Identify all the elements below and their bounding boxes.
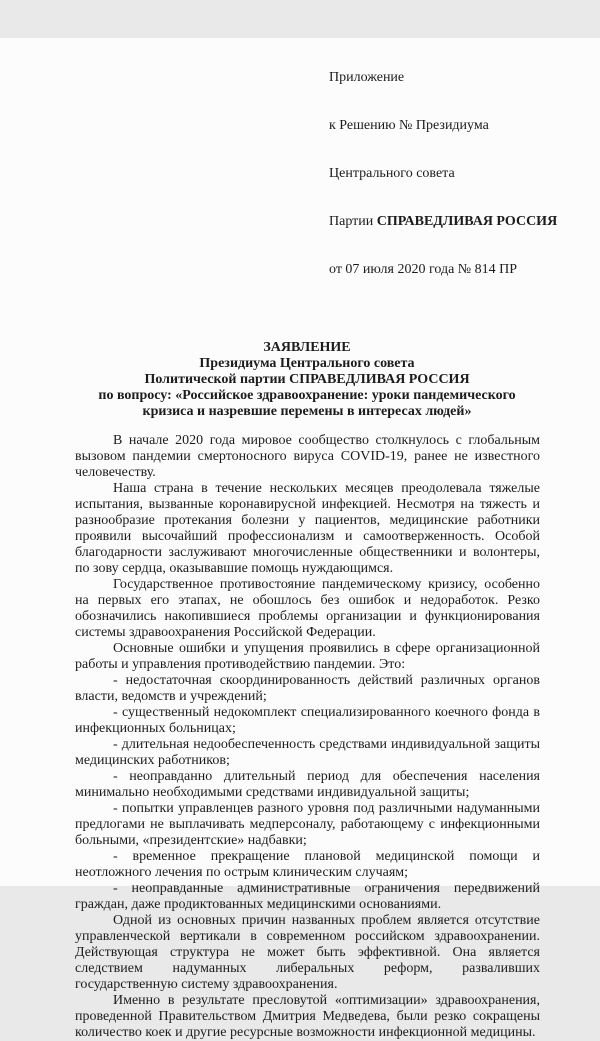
- document-body: [75, 433, 540, 1041]
- body-paragraph-list-item: - неоправданно длительный период для обеспечения населения минимально необходимыми средствами индивидуальной защиты;: [75, 769, 540, 800]
- header-line-decision: к Решению № Президиума: [329, 118, 489, 133]
- body-paragraph-list-item: - недостаточная скоординированность действий различных органов власти, ведомств и учреждений;: [75, 673, 540, 704]
- body-paragraph: Одной из основных причин названных проблем является отсутствие управленческой вертикали в современном российском здравоохранении. Действующая структура не может быть эффективной. Она является следствием надуманных либеральных реформ, разваливших государственную систему здравоохранения.: [75, 913, 540, 992]
- document-title-block: [72, 340, 542, 420]
- body-paragraph-list-item: - попытки управленцев разного уровня под различными надуманными предлогами не выплачивать медперсоналу, работающему с инфекционными больными, «президентские» надбавки;: [75, 801, 540, 848]
- body-paragraph: В начале 2020 года мировое сообщество столкнулось с глобальным вызовом пандемии смертоносного вируса COVID-19, ранее не известного человечеству.: [75, 433, 540, 480]
- party-name: СПРАВЕДЛИВАЯ РОССИЯ: [376, 214, 558, 229]
- title-line-statement: ЗАЯВЛЕНИЕ: [263, 340, 351, 355]
- header-line-party: [329, 214, 600, 230]
- header-line-date-number: от 07 июля 2020 года № 814 ПР: [329, 262, 518, 277]
- header-line-appendix: Приложение: [329, 70, 405, 85]
- body-paragraph-list-item: - длительная недообеспеченность средствами индивидуальной защиты медицинских работников;: [75, 737, 540, 768]
- body-paragraph-list-item: - существенный недокомплект специализированного коечного фонда в инфекционных больницах;: [75, 705, 540, 736]
- body-paragraph-list-item: - неоправданные административные ограничения передвижений граждан, даже продиктованных медицинскими основаниями.: [75, 881, 540, 912]
- body-paragraph-list-item: - временное прекращение плановой медицинской помощи и неотложного лечения по острым клиническим случаям;: [75, 849, 540, 880]
- header-line-council: Центрального совета: [329, 166, 455, 181]
- body-paragraph: Наша страна в течение нескольких месяцев преодолевала тяжелые испытания, вызванные коронавирусной инфекцией. Несмотря на тяжесть и разнообразие протекания болезни у пациентов, медицинские работники проявили высочайший профессионализм и самоотверженность. Особой благодарности заслуживают многочисленные общественники и волонтеры, по зову сердца, оказывавшие помощь нуждающимся.: [75, 481, 540, 576]
- body-paragraph: Основные ошибки и упущения проявились в сфере организационной работы и управления противодействию пандемии. Это:: [75, 641, 540, 672]
- title-line-subject: по вопросу: «Российское здравоохранение: уроки пандемического кризиса и назревшие перемены в интересах людей»: [98, 388, 516, 419]
- body-paragraph: Государственное противостояние пандемическому кризису, особенно на первых его этапах, не обошлось без ошибок и недоработок. Резко обозначились накопившиеся проблемы организации и функционирования системы здравоохранения Российской Федерации.: [75, 577, 540, 640]
- party-prefix: Партии: [329, 214, 377, 229]
- title-line-party: Политической партии СПРАВЕДЛИВАЯ РОССИЯ: [144, 372, 470, 387]
- title-line-presidium: Президиума Центрального совета: [199, 356, 415, 371]
- document-page: [0, 38, 600, 1040]
- document-header-block: [329, 38, 600, 310]
- body-paragraph: Именно в результате пресловутой «оптимизации» здравоохранения, проведенной Правительством Дмитрия Медведева, были резко сокращены количество коек и другие ресурсные возможности инфекционной медицины.: [75, 993, 540, 1040]
